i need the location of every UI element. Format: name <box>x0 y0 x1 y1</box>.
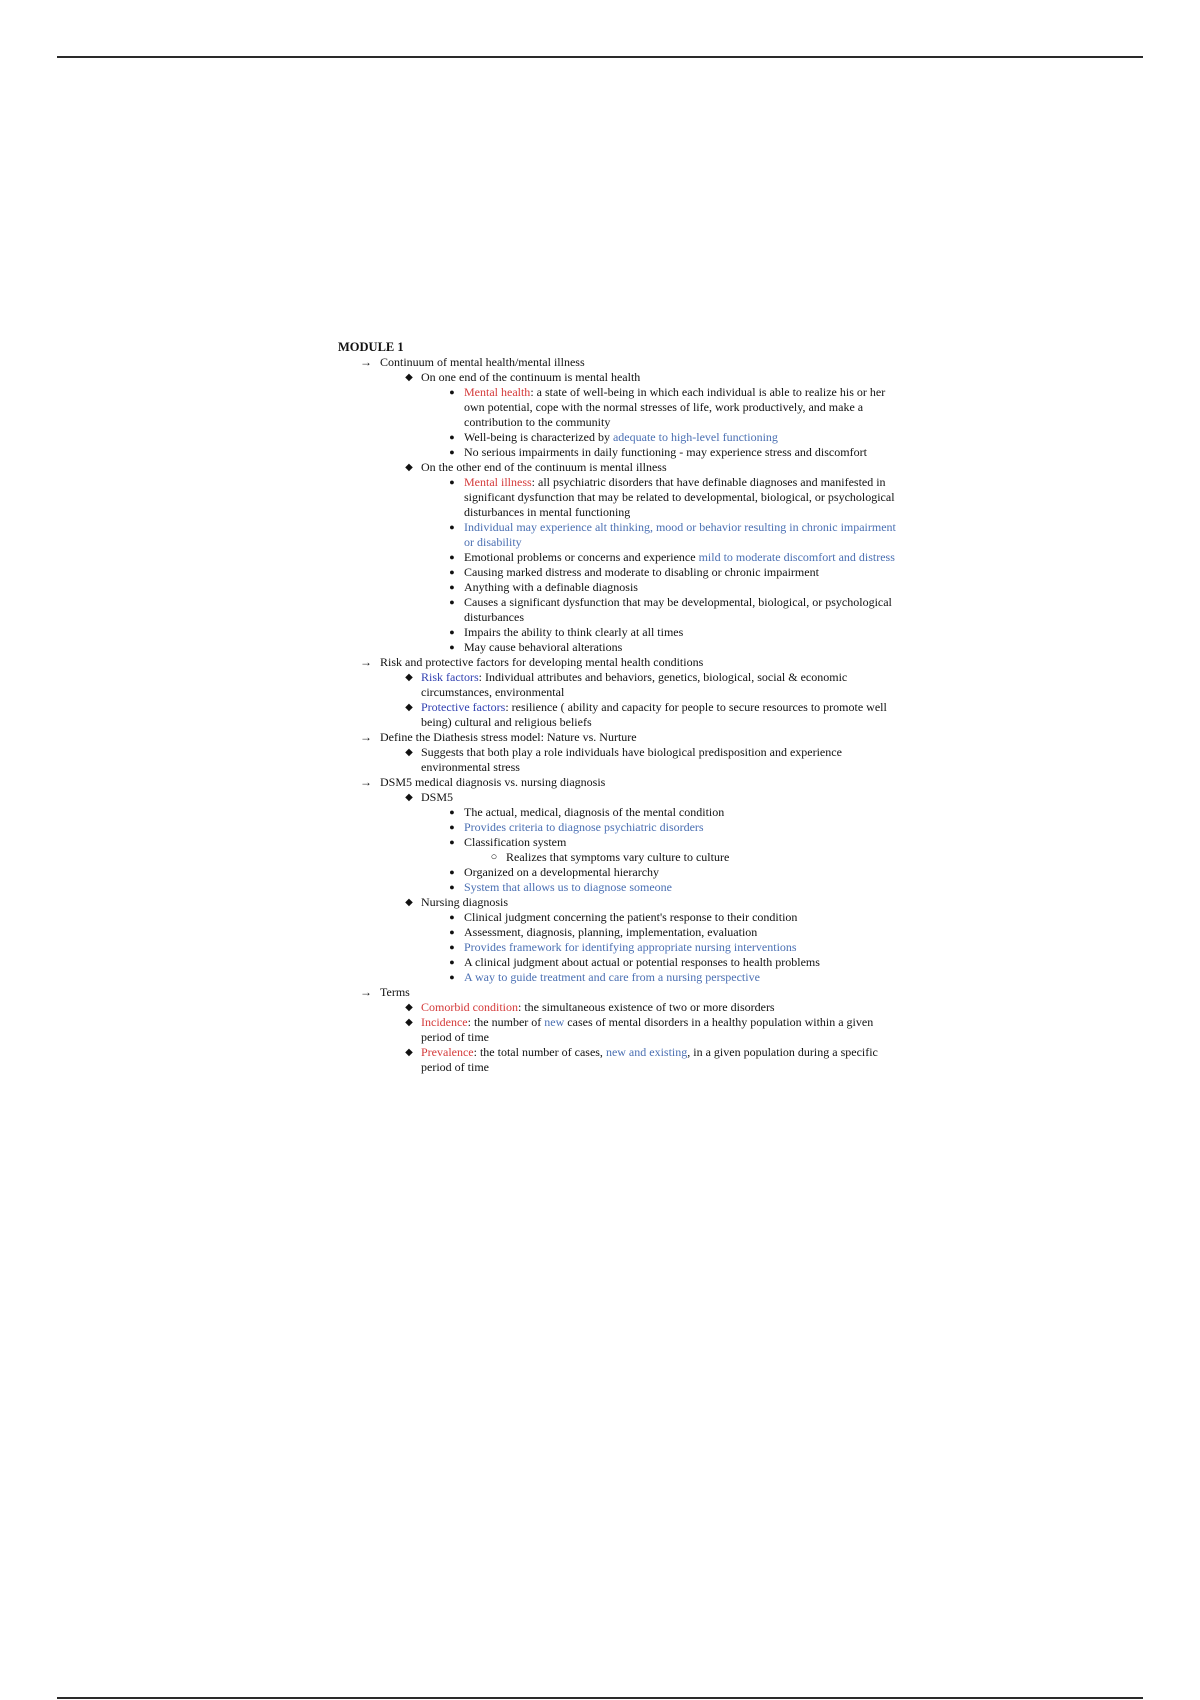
term: Mental illness <box>464 475 532 489</box>
diamond-bullet-icon: ◆ <box>405 672 413 683</box>
definition: : resilience ( ability and capacity for people to secure resources to promote well being) cultural and religious beliefs <box>421 700 887 729</box>
diamond-bullet-icon: ◆ <box>405 702 413 713</box>
list-item-text: The actual, medical, diagnosis of the mental condition <box>464 805 725 819</box>
term: Incidence <box>421 1015 468 1029</box>
definition: : a state of well-being in which each individual is able to realize his or her own potential, cope with the normal stresses of life, work productively, and make a contribution to the community <box>464 385 886 429</box>
list-item <box>421 475 900 520</box>
bullet-icon: ● <box>449 552 455 562</box>
list-item <box>421 430 900 445</box>
list-item <box>421 865 900 880</box>
section-heading: DSM5 medical diagnosis vs. nursing diagnosis <box>380 775 606 789</box>
list-item-text: On the other end of the continuum is mental illness <box>421 460 667 474</box>
definition: : the number of <box>467 1015 545 1029</box>
module-title: MODULE 1 <box>338 340 404 354</box>
section-continuum <box>338 355 900 655</box>
definition: cases of mental disorders in a healthy population within a given period of time <box>421 1015 874 1044</box>
top-rule <box>57 56 1143 58</box>
bullet-icon: ● <box>449 447 455 457</box>
bullet-icon: ● <box>449 957 455 967</box>
list-item-text: Well-being is characterized by <box>464 430 613 444</box>
diamond-bullet-icon: ◆ <box>405 897 413 908</box>
bullet-icon: ● <box>449 582 455 592</box>
list-item-text: Nursing diagnosis <box>421 895 508 909</box>
list-item-text: Clinical judgment concerning the patient's response to their condition <box>464 910 798 924</box>
list-item-text: Classification system <box>464 835 567 849</box>
bullet-icon: ● <box>449 597 455 607</box>
bullet-icon: ● <box>449 867 455 877</box>
bottom-rule <box>57 1697 1143 1699</box>
definition: : Individual attributes and behaviors, genetics, biological, social & economic circumstances, environmental <box>421 670 848 699</box>
section-dsm5 <box>338 775 900 985</box>
list-item <box>379 1015 900 1045</box>
list-item-text: Causing marked distress and moderate to disabling or chronic impairment <box>464 565 819 579</box>
list-item <box>421 925 900 940</box>
arrow-icon: → <box>360 775 372 789</box>
bullet-icon: ● <box>449 807 455 817</box>
list-item <box>421 550 900 565</box>
list-item-text: Emotional problems or concerns and experience <box>464 550 699 564</box>
list-item-text: Causes a significant dysfunction that may be developmental, biological, or psychological disturbances <box>464 595 892 624</box>
bullet-icon: ● <box>449 522 455 532</box>
definition: : all psychiatric disorders that have definable diagnoses and manifested in significant dysfunction that may be related to developmental, biological, or psychological disturbances in mental functioning <box>464 475 895 519</box>
document-body <box>338 340 900 1075</box>
diamond-bullet-icon: ◆ <box>405 1017 413 1028</box>
list-item-text: A clinical judgment about actual or potential responses to health problems <box>464 955 820 969</box>
list-item <box>379 700 900 730</box>
term: Prevalence <box>421 1045 474 1059</box>
term: Mental health <box>464 385 531 399</box>
term: Comorbid condition <box>421 1000 518 1014</box>
bullet-icon: ● <box>449 627 455 637</box>
bullet-icon: ● <box>449 882 455 892</box>
list-item <box>421 520 900 550</box>
list-item <box>421 910 900 925</box>
list-item <box>421 385 900 430</box>
definition: , in a given population during a specific period of time <box>421 1045 878 1074</box>
list-item-text: Impairs the ability to think clearly at all times <box>464 625 684 639</box>
list-item <box>379 745 900 775</box>
section-terms <box>338 985 900 1075</box>
definition: : the total number of cases, <box>473 1045 606 1059</box>
arrow-icon: → <box>360 985 372 999</box>
bullet-icon: ● <box>449 912 455 922</box>
list-item <box>421 805 900 820</box>
list-item <box>421 445 900 460</box>
bullet-icon: ● <box>449 477 455 487</box>
term: Protective factors <box>421 700 506 714</box>
list-item-text: Organized on a developmental hierarchy <box>464 865 660 879</box>
list-item-text: Realizes that symptoms vary culture to culture <box>506 850 730 864</box>
diamond-bullet-icon: ◆ <box>405 792 413 803</box>
list-item <box>379 370 900 460</box>
section-heading: Continuum of mental health/mental illness <box>380 355 585 369</box>
list-item <box>421 970 900 985</box>
section-risk-protective <box>338 655 900 730</box>
diamond-bullet-icon: ◆ <box>405 1002 413 1013</box>
list-item <box>379 895 900 985</box>
bullet-icon: ● <box>449 567 455 577</box>
diamond-bullet-icon: ◆ <box>405 747 413 758</box>
highlight: mild to moderate discomfort and distress <box>698 550 895 564</box>
list-item <box>464 850 900 865</box>
section-diathesis <box>338 730 900 775</box>
bullet-icon: ● <box>449 927 455 937</box>
diamond-bullet-icon: ◆ <box>405 372 413 383</box>
list-item <box>421 835 900 865</box>
list-item <box>379 670 900 700</box>
term: Risk factors <box>421 670 479 684</box>
arrow-icon: → <box>360 355 372 369</box>
list-item-text: Suggests that both play a role individuals have biological predisposition and experience environmental stress <box>421 745 842 774</box>
bullet-icon: ● <box>449 837 455 847</box>
outline <box>338 355 900 1075</box>
bullet-icon: ● <box>449 942 455 952</box>
list-item <box>421 625 900 640</box>
section-heading: Define the Diathesis stress model: Nature vs. Nurture <box>380 730 637 744</box>
highlight: adequate to high-level functioning <box>612 430 778 444</box>
section-heading: Terms <box>380 985 410 999</box>
highlight: Individual may experience alt thinking, mood or behavior resulting in chronic impairment or disability <box>464 520 896 549</box>
highlight: new <box>544 1015 565 1029</box>
list-item <box>379 1000 900 1015</box>
circle-bullet-icon: ○ <box>490 851 498 863</box>
highlight: A way to guide treatment and care from a nursing perspective <box>464 970 760 984</box>
list-item-text: Assessment, diagnosis, planning, implementation, evaluation <box>464 925 758 939</box>
list-item <box>379 790 900 895</box>
bullet-icon: ● <box>449 387 455 397</box>
list-item <box>421 640 900 655</box>
bullet-icon: ● <box>449 642 455 652</box>
list-item <box>421 565 900 580</box>
list-item <box>379 460 900 655</box>
arrow-icon: → <box>360 655 372 669</box>
diamond-bullet-icon: ◆ <box>405 462 413 473</box>
highlight: new and existing <box>605 1045 688 1059</box>
section-heading: Risk and protective factors for developing mental health conditions <box>380 655 704 669</box>
diamond-bullet-icon: ◆ <box>405 1047 413 1058</box>
list-item <box>421 580 900 595</box>
list-item-text: Anything with a definable diagnosis <box>464 580 638 594</box>
list-item <box>379 1045 900 1075</box>
list-item-text: DSM5 <box>421 790 454 804</box>
list-item <box>421 820 900 835</box>
list-item-text: On one end of the continuum is mental health <box>421 370 641 384</box>
list-item <box>421 880 900 895</box>
list-item <box>421 955 900 970</box>
arrow-icon: → <box>360 730 372 744</box>
list-item-text: No serious impairments in daily functioning - may experience stress and discomfort <box>464 445 867 459</box>
highlight: Provides criteria to diagnose psychiatric disorders <box>464 820 704 834</box>
highlight: System that allows us to diagnose someone <box>464 880 672 894</box>
list-item <box>421 940 900 955</box>
bullet-icon: ● <box>449 972 455 982</box>
bullet-icon: ● <box>449 822 455 832</box>
list-item <box>421 595 900 625</box>
definition: : the simultaneous existence of two or more disorders <box>518 1000 775 1014</box>
highlight: Provides framework for identifying appropriate nursing interventions <box>464 940 797 954</box>
bullet-icon: ● <box>449 432 455 442</box>
list-item-text: May cause behavioral alterations <box>464 640 623 654</box>
